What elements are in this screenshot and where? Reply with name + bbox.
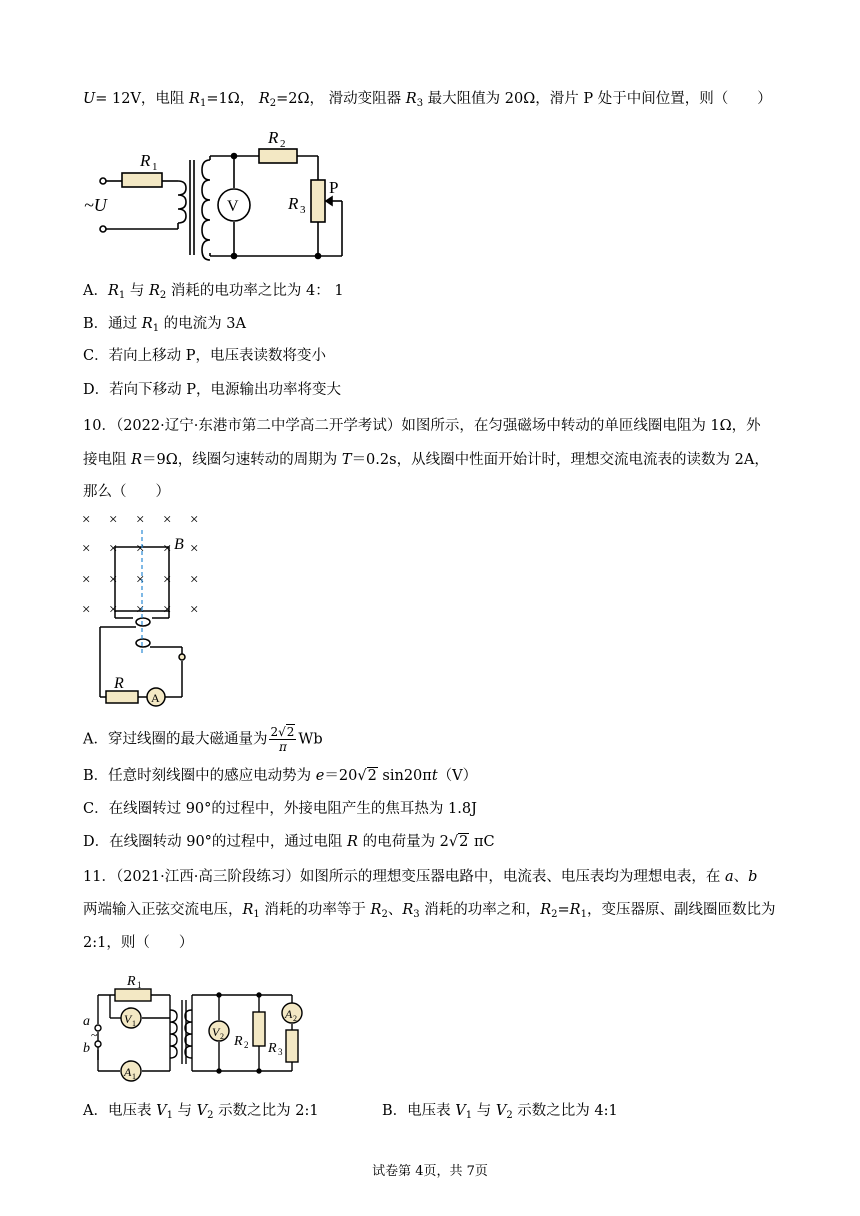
svg-text:×: × (82, 541, 91, 557)
svg-text:×: × (190, 602, 199, 618)
svg-text:×: × (190, 572, 199, 588)
q10-stem-line2: 接电阻 R＝9Ω，线圈匀速转动的周期为 T＝0.2s，从线圈中性面开始计时，理想交流电流表的读数为 2A， (83, 452, 769, 468)
q10-option-d[interactable]: D．在线圈转动 90°的过程中，通过电阻 R 的电荷量为 2√2 πC (83, 834, 495, 850)
q11-fig-r2-label: R (234, 1034, 243, 1049)
q9-option-d[interactable]: D．若向下移动 P，电源输出功率将变大 (83, 382, 341, 398)
q9-stem: U= 12V，电阻 $R_1=1\Omega$， $R_2=2\Omega$， 滑动变阻器 $R_3$ 最大阻值为 20Ω，滑片 P 处于中间位置，则（ ） (83, 91, 772, 109)
q10-option-a[interactable]: A．穿过线圈的最大磁通量为 $\frac{2√2}{\pi}$ Wb (83, 725, 323, 754)
svg-text:×: × (109, 572, 118, 588)
q9-fig-r2-label: R (268, 128, 279, 147)
svg-text:×: × (163, 572, 172, 588)
q11-fig-v1-label: V (124, 1012, 132, 1026)
q10-fig-b-label: B (174, 536, 184, 553)
q9-fig-slider-p: P (329, 178, 339, 197)
svg-text:1: 1 (132, 1072, 136, 1081)
q11-fig-r1-label: R (127, 974, 136, 989)
svg-text:×: × (109, 512, 118, 528)
q11-fig-a1-label: A (124, 1065, 132, 1079)
svg-text:×: × (136, 572, 145, 588)
svg-text:×: × (109, 602, 118, 618)
q9-option-c[interactable]: C．若向上移动 P，电压表读数将变小 (83, 348, 326, 364)
svg-text:×: × (163, 512, 172, 528)
q10-option-c[interactable]: C．在线圈转过 90°的过程中，外接电阻产生的焦耳热为 1.8J (83, 801, 477, 817)
svg-text:×: × (163, 541, 172, 557)
q11-fig-v2-label: V (212, 1025, 220, 1039)
svg-text:1: 1 (137, 980, 142, 990)
q10-stem-line1: 10．（2022·辽宁·东港市第二中学高二开学考试）如图所示，在匀强磁场中转动的单匝线圈电阻为 1Ω，外 (83, 418, 761, 434)
svg-text:2: 2 (220, 1032, 224, 1041)
q10-a-fraction: $\frac{2√2}{\pi}$ (270, 725, 295, 754)
q11-stem-line2: 两端输入正弦交流电压，$R_1$ 消耗的功率等于 $R_2$、$R_3$ 消耗的功率之和，$R_2=R_1$，变压器原、副线圈匝数比为 (83, 902, 776, 920)
q10-fig-ammeter: A (151, 691, 160, 705)
svg-text:×: × (82, 512, 91, 528)
q11-fig-terminal-b: b (83, 1041, 90, 1056)
svg-text:×: × (109, 541, 118, 557)
svg-text:1: 1 (152, 161, 158, 173)
q11-fig-a2-label: A (285, 1007, 293, 1021)
svg-text:×: × (190, 541, 199, 557)
q10-fig-r-label: R (114, 675, 124, 692)
svg-text:×: × (82, 602, 91, 618)
svg-text:×: × (190, 512, 199, 528)
q9-option-a[interactable]: A．$R_1$ 与 $R_2$ 消耗的电功率之比为 4： 1 (83, 283, 344, 301)
q9-fig-source-u: ~U (84, 195, 107, 215)
q9-fig-r1-label: R (140, 151, 151, 170)
svg-text:×: × (136, 512, 145, 528)
svg-text:×: × (136, 541, 145, 557)
q9-option-b[interactable]: B．通过 $R_1$ 的电流为 3A (83, 316, 246, 334)
q11-option-b[interactable]: B．电压表 $V_1$ 与 $V_2$ 示数之比为 4:1 (382, 1103, 618, 1121)
svg-text:×: × (82, 572, 91, 588)
q11-stem-line1: 11．（2021·江西·高三阶段练习）如图所示的理想变压器电路中，电流表、电压表均为理想电表，在 a、b (83, 869, 758, 885)
q9-fig-r3-label: R (288, 194, 299, 213)
q9-fig-voltmeter: V (227, 198, 239, 215)
svg-text:×: × (136, 602, 145, 618)
svg-text:2: 2 (244, 1040, 249, 1050)
svg-text:2: 2 (293, 1014, 297, 1023)
q11-stem-line3: 2:1，则（ ） (83, 935, 194, 951)
q10-option-b[interactable]: B．任意时刻线圈中的感应电动势为 e＝20√2 sin20πt（V） (83, 768, 478, 784)
q11-fig-terminal-a: a (83, 1014, 90, 1029)
svg-text:×: × (163, 602, 172, 618)
q11-fig-r3-label: R (268, 1041, 277, 1056)
svg-text:3: 3 (300, 204, 306, 216)
q11-option-a[interactable]: A．电压表 $V_1$ 与 $V_2$ 示数之比为 2:1 (83, 1103, 319, 1121)
svg-text:1: 1 (132, 1019, 136, 1028)
svg-text:~: ~ (91, 1028, 98, 1042)
svg-text:2: 2 (280, 138, 286, 150)
svg-text:3: 3 (278, 1047, 283, 1057)
q10-stem-line3: 那么（ ） (83, 484, 170, 500)
page-footer: 试卷第 4页，共 7页 (372, 1164, 488, 1179)
